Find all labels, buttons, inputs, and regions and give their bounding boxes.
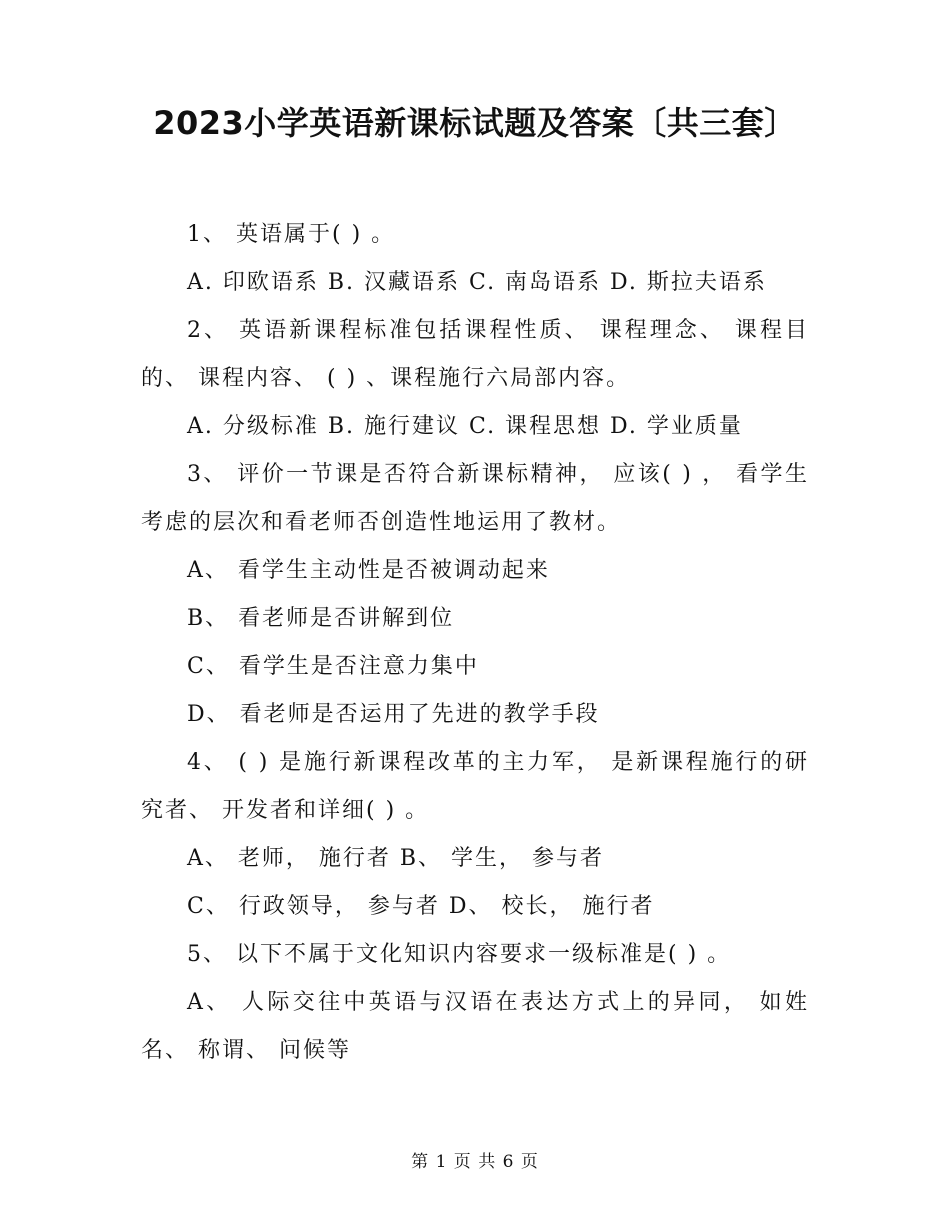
page-footer: 第 1 页 共 6 页 — [411, 1152, 539, 1172]
question-4-options-cd: C、 行政领导， 参与者 D、 校长， 施行者 — [187, 894, 655, 919]
question-3: 3、 评价一节课是否符合新课标精神， 应该( ) ， 看学生考虑的层次和看老师否创造性地运用了教材。 — [141, 462, 809, 535]
question-4: 4、 ( ) 是施行新课程改革的主力军， 是新课程施行的研究者、 开发者和详细( ) 。 — [141, 750, 809, 823]
question-4-options-ab: A、 老师， 施行者 B、 学生， 参与者 — [187, 846, 605, 871]
question-1-options: A. 印欧语系 B. 汉藏语系 C. 南岛语系 D. 斯拉夫语系 — [187, 270, 767, 295]
question-5-option-a: A、 人际交往中英语与汉语在表达方式上的异同， 如姓名、 称谓、 问候等 — [141, 990, 809, 1063]
question-3-option-b: B、 看老师是否讲解到位 — [187, 606, 455, 631]
question-3-option-c: C、 看学生是否注意力集中 — [187, 654, 479, 679]
document-body — [141, 211, 809, 1075]
question-2-options: A. 分级标准 B. 施行建议 C. 课程思想 D. 学业质量 — [187, 414, 743, 439]
question-3-option-a: A、 看学生主动性是否被调动起来 — [187, 558, 550, 583]
question-3-option-d: D、 看老师是否运用了先进的教学手段 — [187, 702, 600, 727]
document-title: 2023小学英语新课标试题及答案〔共三套〕 — [153, 104, 797, 142]
question-1: 1、 英语属于( ) 。 — [187, 222, 396, 247]
question-5: 5、 以下不属于文化知识内容要求一级标准是( ) 。 — [187, 942, 732, 967]
question-2: 2、 英语新课程标准包括课程性质、 课程理念、 课程目的、 课程内容、 ( ) 、课程施行六局部内容。 — [141, 318, 809, 391]
